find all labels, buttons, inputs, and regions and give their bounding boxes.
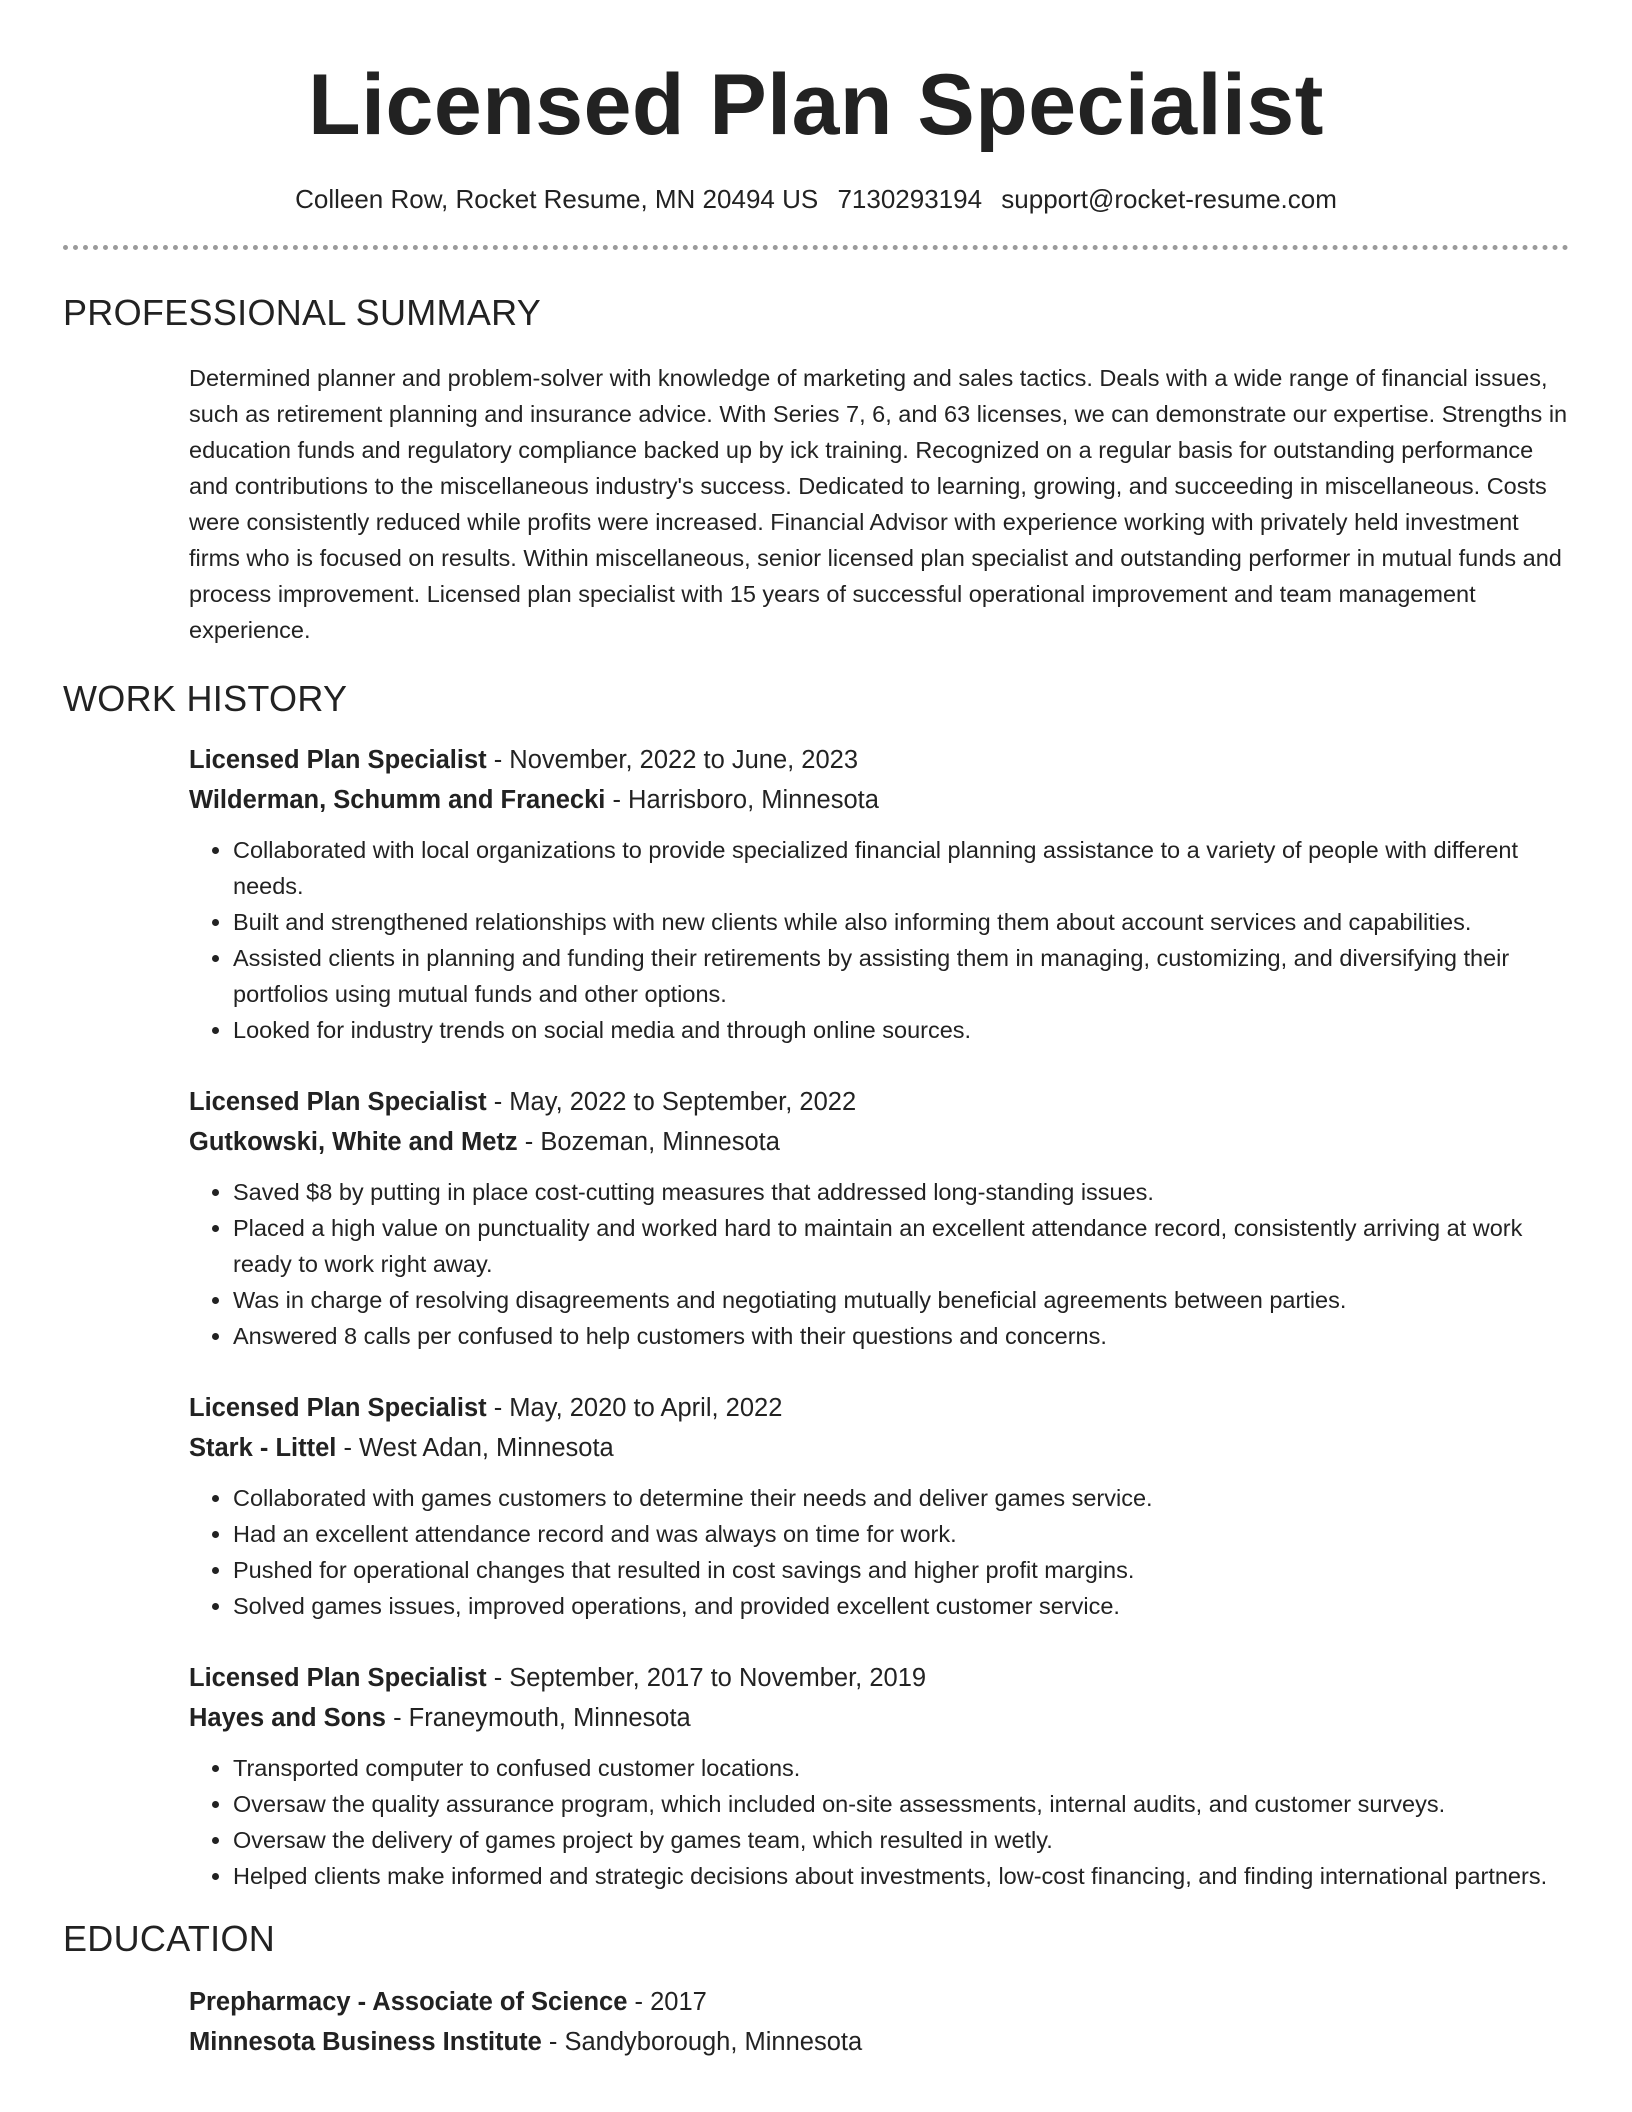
- job-company-line: [189, 1698, 1569, 1738]
- education-school-line: [189, 2022, 1569, 2062]
- job-bullets: [189, 832, 1569, 1048]
- job-bullets: [189, 1750, 1569, 1894]
- job-company-line: [189, 1428, 1569, 1468]
- job-entry: [189, 740, 1569, 1048]
- job-title-line: [189, 1388, 1569, 1428]
- job-bullet: • Pushed for operational changes that resulted in cost savings and higher profit margins.: [233, 1552, 1569, 1588]
- job-bullet: • Oversaw the quality assurance program, which included on-site assessments, internal audits, and customer surveys.: [233, 1786, 1569, 1822]
- education-location: - Sandyborough, Minnesota: [541, 2028, 863, 2056]
- education-school: Minnesota Business Institute: [189, 2028, 542, 2056]
- work-history-list: [189, 740, 1569, 1894]
- job-dates: - May, 2020 to April, 2022: [486, 1394, 783, 1422]
- job-bullet: • Had an excellent attendance record and was always on time for work.: [233, 1516, 1569, 1552]
- job-bullet: • Oversaw the delivery of games project by games team, which resulted in wetly.: [233, 1822, 1569, 1858]
- job-bullets: [189, 1480, 1569, 1624]
- job-entry: [189, 1388, 1569, 1624]
- job-entry: [189, 1082, 1569, 1354]
- contact-phone: 7130293194: [837, 184, 983, 214]
- resume-title: Licensed Plan Specialist: [308, 57, 1324, 153]
- education-degree-line: [189, 1982, 1569, 2022]
- job-bullet: • Helped clients make informed and strategic decisions about investments, low-cost financing, and finding international partners.: [233, 1858, 1569, 1894]
- job-role: Licensed Plan Specialist: [189, 746, 487, 774]
- job-role: Licensed Plan Specialist: [189, 1664, 487, 1692]
- job-bullet: • Saved $8 by putting in place cost-cutting measures that addressed long-standing issues.: [233, 1174, 1569, 1210]
- job-location: - Franeymouth, Minnesota: [386, 1704, 691, 1732]
- job-location: - Harrisboro, Minnesota: [605, 786, 879, 814]
- contact-email[interactable]: support@rocket-resume.com: [1001, 184, 1337, 214]
- education-heading: EDUCATION: [63, 1918, 276, 1959]
- job-bullet: • Solved games issues, improved operations, and provided excellent customer service.: [233, 1588, 1569, 1624]
- summary-text: Determined planner and problem-solver with knowledge of marketing and sales tactics. Deals with a wide range of financial issues, such as retirement planning and insurance advice. With Series 7, 6, and 63 licenses, we can demonstrate our expertise. Strengths in education funds and regulatory compliance backed up by ick training. Recognized on a regular basis for outstanding performance and contributions to the miscellaneous industry's success. Dedicated to learning, growing, and succeeding in miscellaneous. Costs were consistently reduced while profits were increased. Financial Advisor with experience working with privately held investment firms who is focused on results. Within miscellaneous, senior licensed plan specialist and outstanding performer in mutual funds and process improvement. Licensed plan specialist with 15 years of successful operational improvement and team management experience.: [189, 365, 1568, 643]
- job-dates: - September, 2017 to November, 2019: [486, 1664, 927, 1692]
- summary-heading: PROFESSIONAL SUMMARY: [63, 292, 542, 333]
- education-degree: Prepharmacy - Associate of Science: [189, 1988, 628, 2016]
- job-title-line: [189, 1658, 1569, 1698]
- job-bullet: • Looked for industry trends on social media and through online sources.: [233, 1012, 1569, 1048]
- job-bullet: • Transported computer to confused customer locations.: [233, 1750, 1569, 1786]
- job-bullet: • Collaborated with local organizations to provide specialized financial planning assistance to a variety of people with different needs.: [233, 832, 1569, 904]
- job-bullet: • Answered 8 calls per confused to help customers with their questions and concerns.: [233, 1318, 1569, 1354]
- job-bullet: • Assisted clients in planning and funding their retirements by assisting them in managing, customizing, and diversifying their portfolios using mutual funds and other options.: [233, 940, 1569, 1012]
- job-bullet: • Placed a high value on punctuality and worked hard to maintain an excellent attendance record, consistently arriving at work ready to work right away.: [233, 1210, 1569, 1282]
- header-divider: [63, 245, 1569, 250]
- job-location: - West Adan, Minnesota: [336, 1434, 614, 1462]
- job-dates: - November, 2022 to June, 2023: [486, 746, 859, 774]
- job-bullet: • Built and strengthened relationships with new clients while also informing them about account services and capabilities.: [233, 904, 1569, 940]
- job-title-line: [189, 1082, 1569, 1122]
- job-company: Hayes and Sons: [189, 1704, 386, 1732]
- job-company: Stark - Littel: [189, 1434, 337, 1462]
- job-bullets: [189, 1174, 1569, 1354]
- job-company: Wilderman, Schumm and Franecki: [189, 786, 606, 814]
- contact-address: Colleen Row, Rocket Resume, MN 20494 US: [295, 184, 819, 214]
- job-company-line: [189, 1122, 1569, 1162]
- job-location: - Bozeman, Minnesota: [517, 1128, 780, 1156]
- job-title-line: [189, 740, 1569, 780]
- work-history-heading: WORK HISTORY: [63, 678, 348, 719]
- contact-line: [63, 184, 1569, 215]
- job-company: Gutkowski, White and Metz: [189, 1128, 518, 1156]
- job-role: Licensed Plan Specialist: [189, 1088, 487, 1116]
- job-company-line: [189, 780, 1569, 820]
- job-dates: - May, 2022 to September, 2022: [486, 1088, 857, 1116]
- education-entry: [189, 1982, 1569, 2062]
- job-bullet: • Collaborated with games customers to determine their needs and deliver games service.: [233, 1480, 1569, 1516]
- education-year: - 2017: [627, 1988, 707, 2016]
- job-role: Licensed Plan Specialist: [189, 1394, 487, 1422]
- job-bullet: • Was in charge of resolving disagreements and negotiating mutually beneficial agreements between parties.: [233, 1282, 1569, 1318]
- job-entry: [189, 1658, 1569, 1894]
